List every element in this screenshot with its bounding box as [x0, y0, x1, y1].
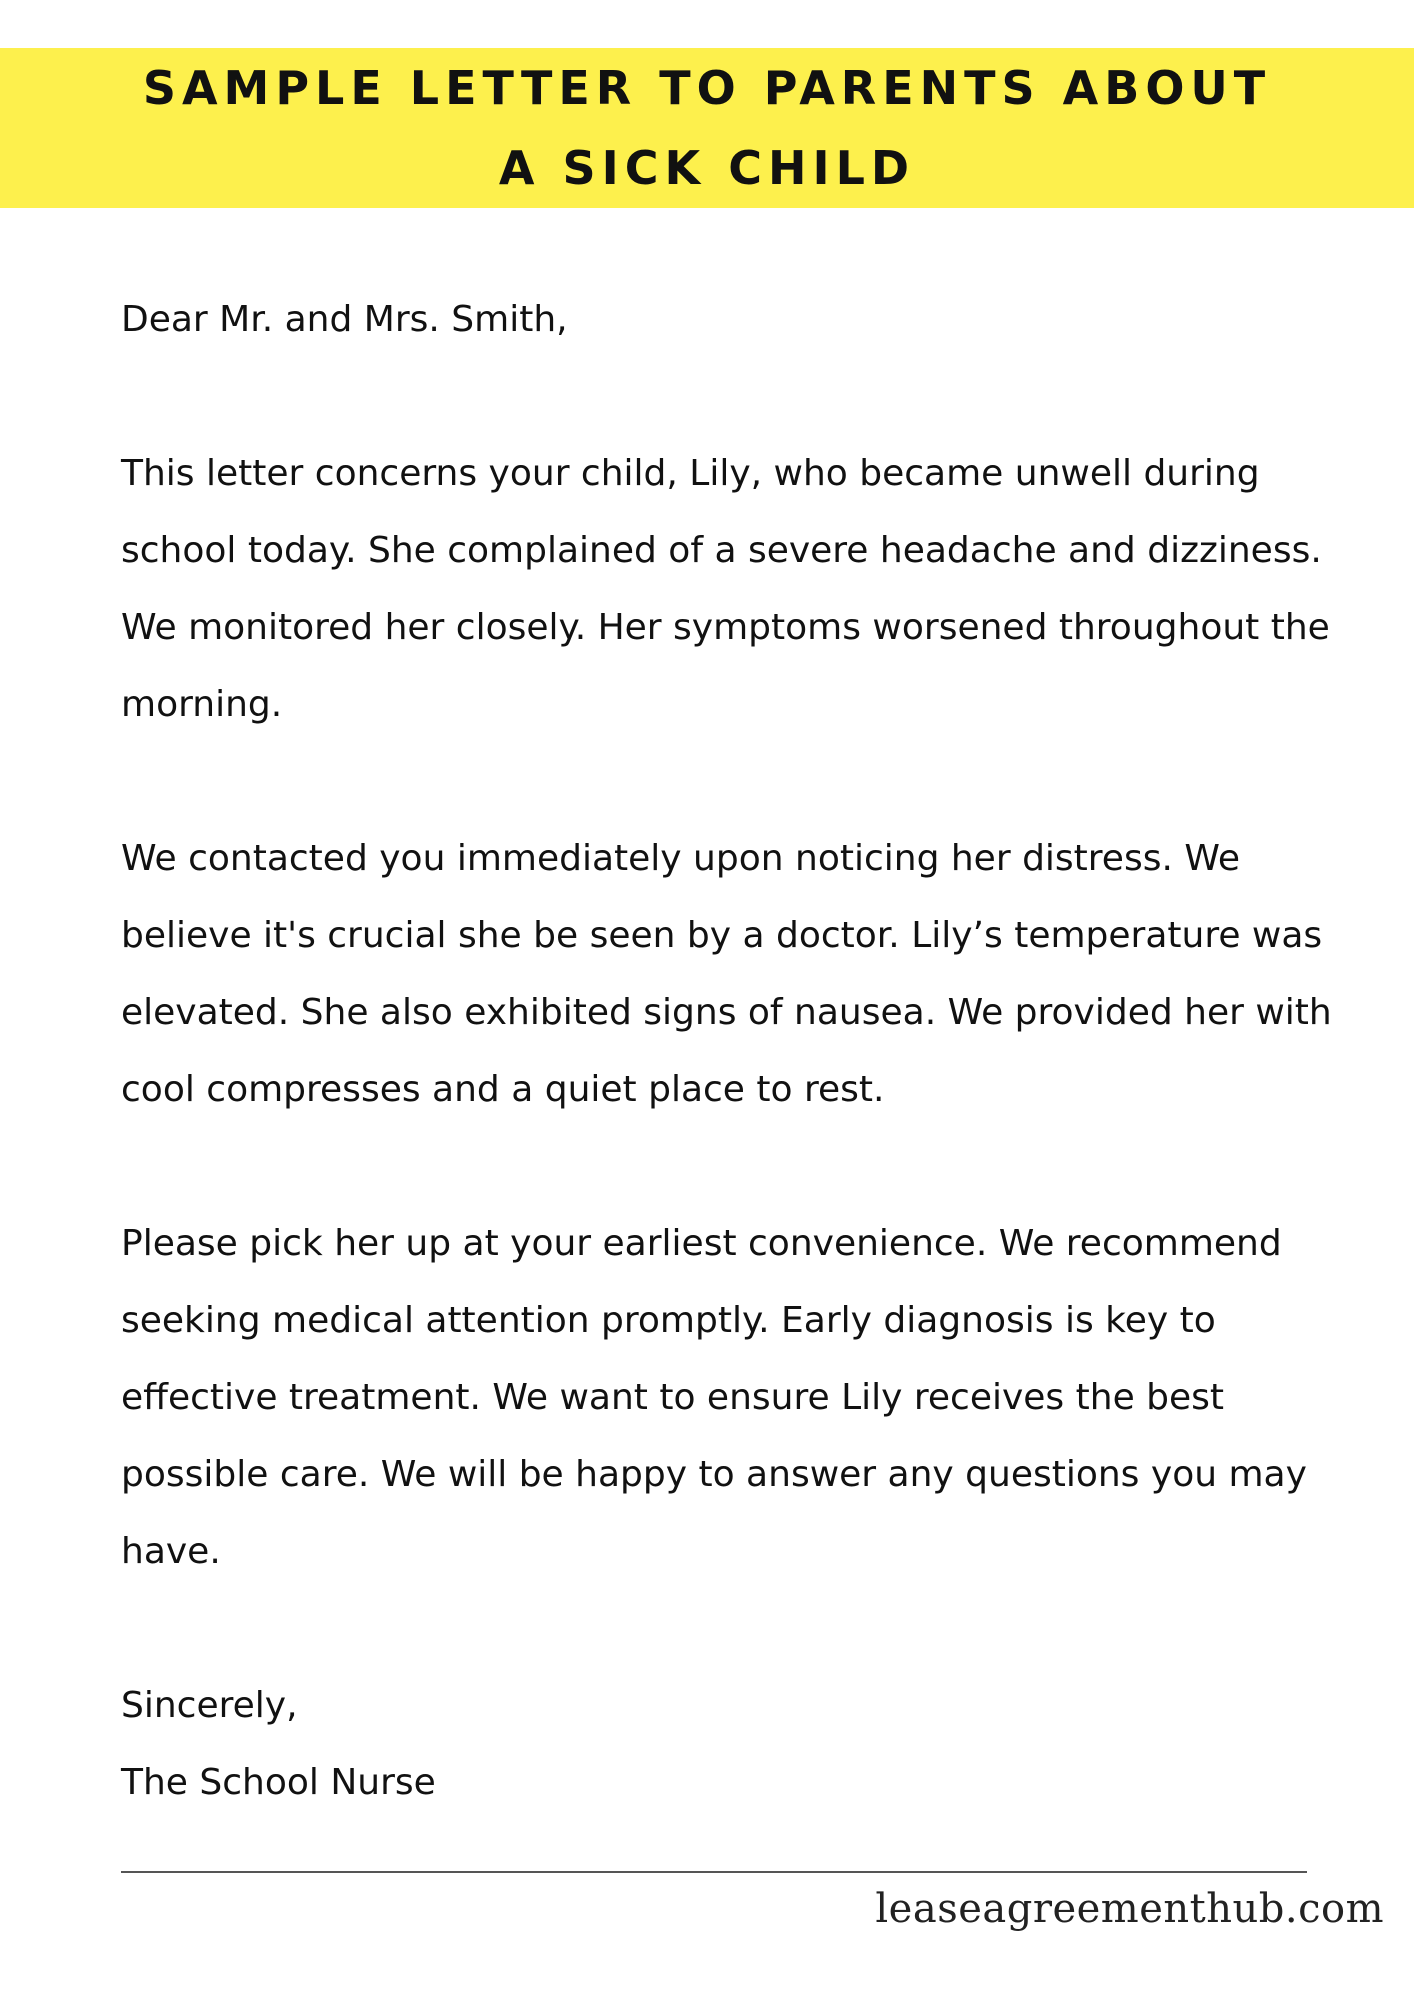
salutation: Dear Mr. and Mrs. Smith, [121, 299, 568, 340]
website-watermark: leaseagreementhub.com [875, 1886, 1384, 1932]
closing: Sincerely, [121, 1685, 298, 1726]
title-line-2: A SICK CHILD [491, 139, 923, 197]
signature-line [121, 1871, 1307, 1873]
title-line-1: SAMPLE LETTER TO PARENTS ABOUT [135, 59, 1279, 117]
paragraph-2: We contacted you immediately upon noticing her distress. We believe it's crucial she be seen by a doctor. Lily’s temperature was elevated. She also exhibited signs of nausea. We provided her with cool compresses and a quiet place to rest. [121, 838, 1332, 1110]
letter-body [121, 281, 1351, 1821]
page-title [0, 48, 1414, 208]
paragraph-1: This letter concerns your child, Lily, who became unwell during school today. She complained of a severe headache and dizziness. We monitored her closely. Her symptoms worsened throughout the morning. [121, 453, 1330, 725]
signature: The School Nurse [121, 1762, 436, 1803]
paragraph-3: Please pick her up at your earliest convenience. We recommend seeking medical attention promptly. Early diagnosis is key to effective treatment. We want to ensure Lily receives the best possible care. We will be happy to answer any questions you may have. [121, 1223, 1307, 1572]
